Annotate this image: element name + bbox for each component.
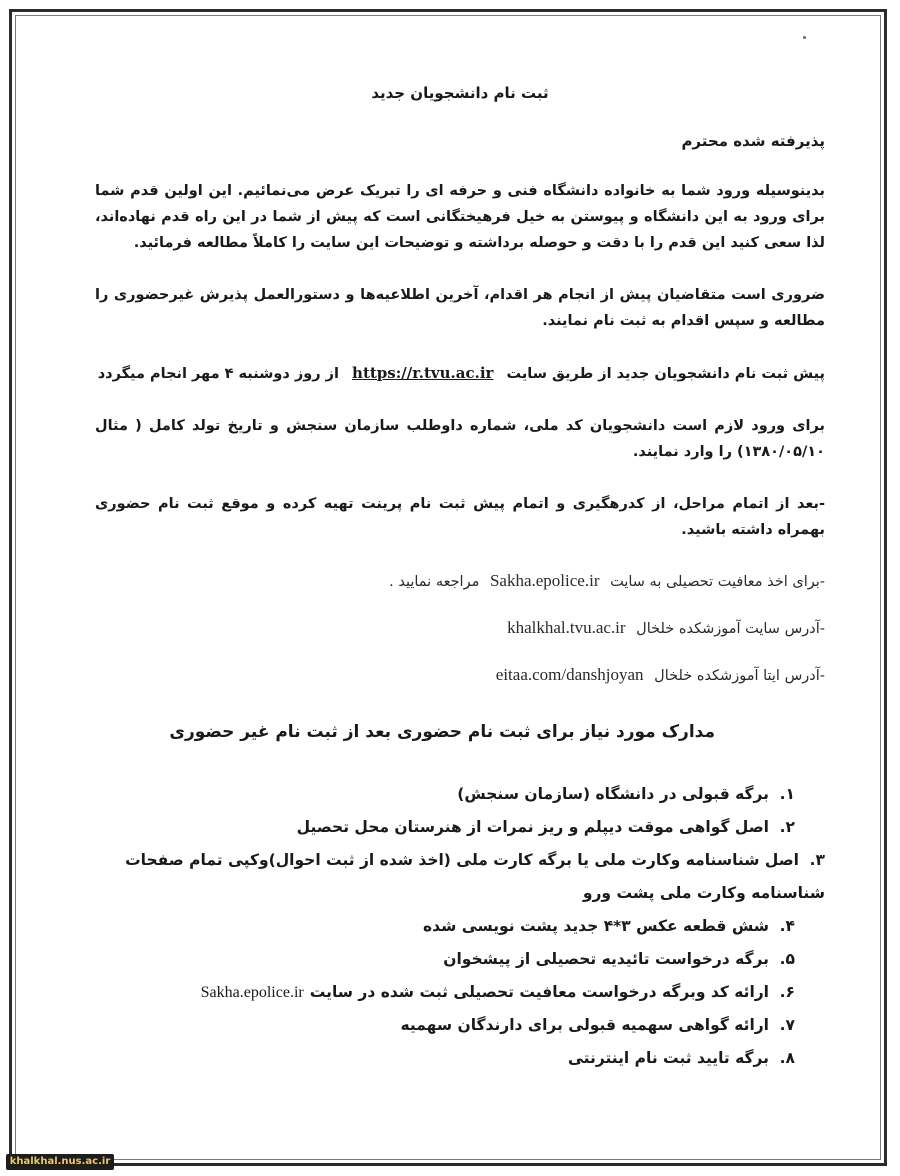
greeting: پذیرفته شده محترم bbox=[681, 132, 825, 150]
login-paragraph: برای ورود لازم است دانشجویان کد ملی، شماره داوطلب سازمان سنجش و تاریخ تولد کامل ( مثال ۱۳۸۰/۰۵/۱۰) را وارد نمایند. bbox=[95, 418, 825, 460]
required-docs-list bbox=[95, 778, 825, 1075]
item-site-link[interactable]: Sakha.epolice.ir bbox=[200, 984, 304, 1001]
item-number: ۳. bbox=[809, 851, 825, 869]
item-text: ارائه کد وبرگه درخواست معافیت تحصیلی ثبت شده در سایت bbox=[309, 983, 769, 1001]
document-title: ثبت نام دانشجویان جدید bbox=[371, 84, 549, 102]
item-number: ۷. bbox=[779, 1016, 795, 1034]
item-text: برگه تایید ثبت نام اینترنتی bbox=[567, 1049, 769, 1067]
item-number: ۱. bbox=[779, 785, 795, 803]
item-text: شش قطعه عکس ۳*۴ جدید پشت نویسی شده bbox=[423, 917, 769, 935]
school-site-link[interactable]: khalkhal.tvu.ac.ir bbox=[507, 618, 626, 637]
item-text: اصل شناسنامه وکارت ملی یا برگه کارت ملی (اخذ شده از ثبت احوال)وکپی تمام صفحات bbox=[125, 851, 799, 869]
item-text: برگه قبولی در دانشگاه (سازمان سنجش) bbox=[457, 785, 769, 803]
list-item bbox=[95, 943, 825, 976]
preregistration-paragraph bbox=[95, 360, 825, 387]
list-item bbox=[95, 811, 825, 844]
item-text-continued: شناسنامه وکارت ملی پشت ورو bbox=[582, 884, 825, 902]
required-docs-title: مدارک مورد نیاز برای ثبت نام حضوری بعد از ثبت نام غیر حضوری bbox=[169, 722, 715, 742]
item-text: برگه درخواست تائیدیه تحصیلی از پیشخوان bbox=[443, 950, 769, 968]
exemption-text-after: مراجعه نمایید . bbox=[389, 574, 480, 590]
prereg-text-before: پیش ثبت نام دانشجویان جدید از طریق سایت bbox=[506, 366, 825, 382]
item-number: ۲. bbox=[779, 818, 795, 836]
exemption-text-before: -برای اخذ معافیت تحصیلی به سایت bbox=[610, 574, 825, 590]
school-site-label: -آدرس سایت آموزشکده خلخال bbox=[636, 621, 825, 637]
necessity-paragraph: ضروری است متقاضیان پیش از انجام هر اقدام، آخرین اطلاعیه‌ها و دستورالعمل پذیرش غیرحضوری را مطالعه و سپس اقدام به ثبت نام نمایند. bbox=[95, 287, 825, 329]
item-text: اصل گواهی موقت دیپلم و ریز نمرات از هنرستان محل تحصیل bbox=[296, 818, 769, 836]
exemption-line bbox=[95, 569, 825, 594]
item-number: ۴. bbox=[779, 917, 795, 935]
item-number: ۶. bbox=[779, 983, 795, 1001]
item-number: ۵. bbox=[779, 950, 795, 968]
site-watermark: khalkhal.nus.ac.ir bbox=[6, 1154, 114, 1170]
list-item bbox=[95, 778, 825, 811]
scan-speck bbox=[803, 36, 806, 39]
school-site-line bbox=[95, 616, 825, 641]
announcement-document bbox=[95, 80, 825, 1075]
list-item bbox=[95, 844, 825, 910]
item-text: ارائه گواهی سهمیه قبولی برای دارندگان سهمیه bbox=[400, 1016, 769, 1034]
prereg-url-link[interactable]: https://r.tvu.ac.ir bbox=[352, 364, 494, 382]
list-item bbox=[95, 1042, 825, 1075]
list-item bbox=[95, 1009, 825, 1042]
intro-paragraph: بدینوسیله ورود شما به خانواده دانشگاه فنی و حرفه ای را تبریک عرض می‌نمائیم. این اولین قدم شما برای ورود به این دانشگاه و پیوستن به خیل فرهیختگانی است که پیش از شما در این راه قدم نهاده‌اند، لذا سعی کنید این قدم را با دقت و حوصله برداشته و توضیحات این سایت را کاملاً مطالعه فرمائید. bbox=[95, 183, 825, 251]
exemption-site-link[interactable]: Sakha.epolice.ir bbox=[489, 571, 600, 590]
after-steps-paragraph: -بعد از اتمام مراحل، از کدرهگیری و اتمام پیش ثبت نام پرینت تهیه کرده و موقع ثبت نام حضوری بهمراه داشته باشید. bbox=[95, 496, 825, 538]
prereg-text-after: از روز دوشنبه ۴ مهر انجام میگردد bbox=[97, 366, 339, 382]
item-number: ۸. bbox=[779, 1049, 795, 1067]
eitaa-line bbox=[95, 663, 825, 688]
list-item bbox=[95, 910, 825, 943]
list-item bbox=[95, 976, 825, 1009]
eitaa-label: -آدرس ایتا آموزشکده خلخال bbox=[654, 668, 825, 684]
eitaa-link[interactable]: eitaa.com/danshjoyan bbox=[495, 665, 644, 684]
